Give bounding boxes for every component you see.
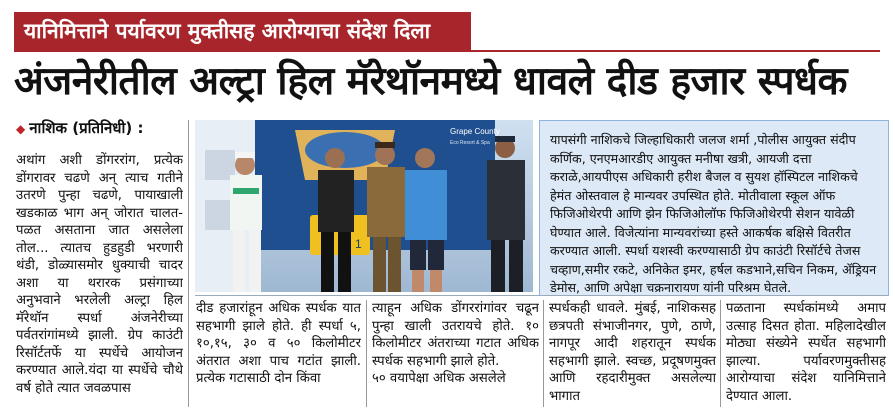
- photo-illustration: [195, 120, 533, 292]
- banner-subtext: Eco Resort & Spa: [450, 140, 490, 146]
- article-column-1: [16, 152, 183, 407]
- dateline: [16, 119, 144, 138]
- column-divider: [543, 300, 544, 407]
- kicker-banner: यानिमित्ताने पर्यावरण मुक्तीसह आरोग्याचा संदेश दिला: [14, 12, 471, 50]
- column-divider: [188, 120, 189, 407]
- photo-caption-box: [539, 120, 889, 296]
- section-divider: [195, 295, 887, 296]
- headline: अंजनेरीतील अल्ट्रा हिल मॅरेथॉनमध्ये धावले दीड हजार स्पर्धक: [14, 59, 847, 104]
- column-3-text: त्याहून अधिक डोंगररांगांवर चढून पुन्हा खाली उतरायचे होते. १० किलोमीटर अंतराच्या गटात अधिक स्पर्धक सहभागी झाले होते. ५० वयापेक्षा अधिक असलेले: [372, 301, 539, 386]
- column-divider: [720, 300, 721, 407]
- banner-text: Grape County: [450, 127, 500, 136]
- column-1-text: अथांग अशी डोंगररांग, प्रत्येक डोंगरावर चढणे अन् त्याच गतीने उतरणे पुन्हा चढणे, पायाखाली खडकाळ भाग अन् जोरात चालत- पळत असताना जात असलेला तोल... त्यातच हुडहुडी भरणारी थंडी, डोळ्यासमोर धुक्याची चादर अशा या थरारक प्रसंगाच्या अनुभवाने भरलेली अल्ट्रा हिल मॅरेथॉन स्पर्धा अंजनेरीच्या पर्वतरांगांमध्ये झाली. ग्रेप काउंटी रिसॉर्टतर्फे या स्पर्धेचे आयोजन करण्यात आले.यंदा या स्पर्धेचे चौथे वर्ष होते त्यात जवळपास: [16, 153, 183, 396]
- article-column-2: [196, 300, 361, 407]
- photo-caption-text: यापसंगी नाशिकचे जिल्हाधिकारी जलज शर्मा ,पोलीस आयुक्त संदीप कर्णिक, एनएमआरडीए आयुक्त मनीषा खत्री, आयजी दत्ता कराळे,आयपीएस अधिकारी हरीश बैजल व सुयश हॉस्पिटल नाशिकचे हेमंत ओस्तवाल हे मान्यवर उपस्थित होते. मोतीवाला स्कूल ऑफ फिजिओथेरपी आणि झेन फिजिओलॉफ फिजिओथेरपी सेशन यावेळी घेण्यात आले. विजेत्यांना मान्यवरांच्या हस्ते आकर्षक बक्षिसे वितरीत करण्यात आली. स्पर्धा यशस्वी करण्यासाठी ग्रेप काउंटी रिसॉर्टचे तेजस चव्हाण,समीर रकटे, अनिकेत इमर, हर्षल कडभाने,सचिन निकम, ॲड्रियन डेमोस, आणि अपेक्षा चक्रनारायण यांनी परिश्रम घेतले.: [550, 132, 877, 295]
- column-4-text: स्पर्धकही धावले. मुंबई, नाशिकसह छत्रपती संभाजीनगर, पुणे, ठाणे, नागपूर आदी शहरातून स्पर्धक सहभागी झाले. स्वच्छ, प्रदूषणमुक्त आणि रहदारीमुक्त असलेल्या भागात: [549, 301, 716, 404]
- board-number: 1: [355, 237, 362, 251]
- column-5-text: पळताना स्पर्धकांमध्ये अमाप उत्साह दिसत होता. महिलादेखील मोठ्या संख्येने स्पर्धेत सहभागी झाल्या. पर्यावरणमुक्तीसह आरोग्याचा संदेश यानिमित्ताने देण्यात आला.: [726, 301, 886, 404]
- kicker-rule: [14, 50, 880, 52]
- column-divider: [366, 300, 367, 407]
- dateline-text: नाशिक (प्रतिनिधी) :: [29, 119, 144, 137]
- article-column-3: [372, 300, 539, 407]
- diamond-bullet-icon: ◆: [16, 122, 26, 136]
- article-column-4: [549, 300, 716, 407]
- column-2-text: दीड हजारांहून अधिक स्पर्धक यात सहभागी झाले होते. ही स्पर्धा ५, १०,१५, ३० व ५० किलोमीटर अंतरात अशा पाच गटांत झाली. प्रत्येक गटासाठी दोन किंवा: [196, 301, 361, 386]
- article-column-5: [726, 300, 886, 407]
- event-photo: [195, 120, 533, 292]
